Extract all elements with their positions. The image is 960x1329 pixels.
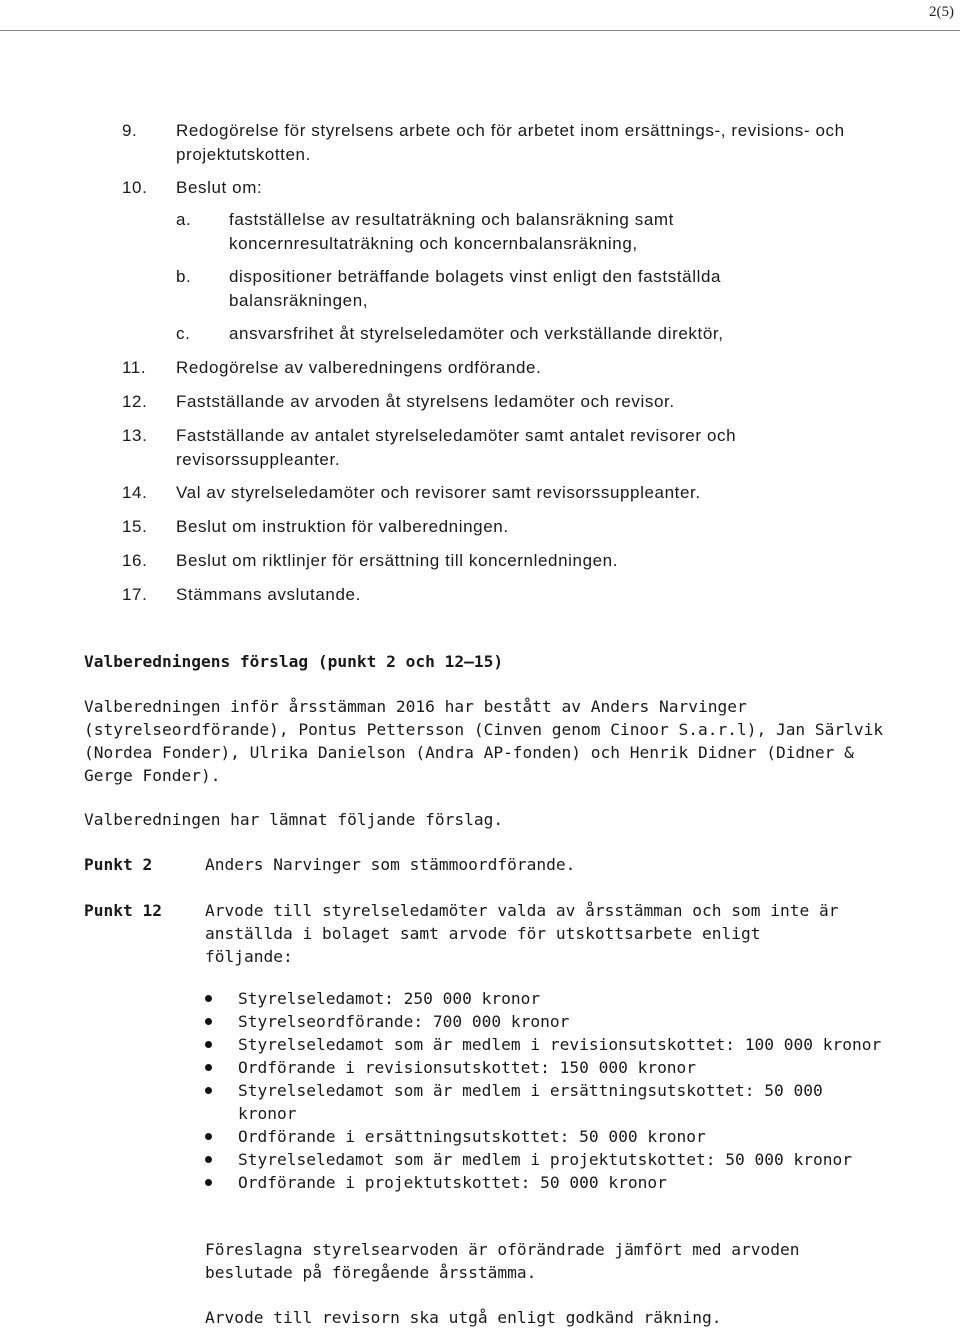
bullet-icon <box>205 1156 212 1163</box>
list-item-text: Ordförande i ersättningsutskottet: 50 000 kronor <box>238 1127 706 1146</box>
list-item <box>205 1125 885 1148</box>
list-item <box>205 1148 885 1171</box>
page-number: 2(5) <box>929 4 954 20</box>
intro-paragraph: Valberedningen inför årsstämman 2016 har bestått av Anders Narvinger (styrelseordförande), Pontus Pettersson (Cinven genom Cinoor S.a.r.l), Jan Särlvik (Nordea Fonder), Ulrika Danielson (Andra AP-fonden) och Henrik Didner (Didner & Gerge Fonder). <box>84 697 884 785</box>
list-item-text: Ordförande i revisionsutskottet: 150 000 kronor <box>238 1058 697 1077</box>
bullet-icon <box>205 1041 212 1048</box>
agenda-number: 17. <box>122 585 148 604</box>
subitem-letter: c. <box>176 324 191 343</box>
list-item-text: Ordförande i projektutskottet: 50 000 kronor <box>238 1173 667 1192</box>
header-divider <box>0 30 960 31</box>
list-item <box>205 1056 885 1079</box>
agenda-number: 14. <box>122 483 148 502</box>
note-paragraph: Arvode till revisorn ska utgå enligt godkänd räkning. <box>205 1308 722 1327</box>
list-item-text: Styrelseledamot: 250 000 kronor <box>238 989 541 1008</box>
list-item-text: Styrelseledamot som är medlem i projektutskottet: 50 000 kronor <box>238 1150 852 1169</box>
bullet-icon <box>205 995 212 1002</box>
punkt-text: Anders Narvinger som stämmoordförande. <box>205 855 576 874</box>
fee-list <box>205 987 885 1194</box>
agenda-number: 9. <box>122 121 138 140</box>
list-item <box>205 987 885 1010</box>
list-item <box>205 1171 885 1194</box>
agenda-number: 16. <box>122 551 148 570</box>
bullet-icon <box>205 1179 212 1186</box>
agenda-text: Redogörelse för styrelsens arbete och för arbetet inom ersättnings-, revisions- och projektutskotten. <box>176 121 845 164</box>
agenda-text: Beslut om instruktion för valberedningen. <box>176 517 509 536</box>
subitem-letter: a. <box>176 210 192 229</box>
subitem-text: fastställelse av resultaträkning och balansräkning samt koncernresultaträkning och koncernbalansräkning, <box>229 210 674 253</box>
list-item <box>205 1010 885 1033</box>
subitem-text: dispositioner beträffande bolagets vinst enligt den fastställda balansräkningen, <box>229 267 722 310</box>
agenda-number: 12. <box>122 392 148 411</box>
agenda-number: 11. <box>122 358 147 377</box>
list-item-text: Styrelseledamot som är medlem i ersättningsutskottet: 50 000 kronor <box>238 1081 823 1123</box>
punkt-label: Punkt 12 <box>84 901 162 920</box>
agenda-text: Redogörelse av valberedningens ordförande. <box>176 358 542 377</box>
list-item <box>205 1079 885 1125</box>
bullet-icon <box>205 1087 212 1094</box>
agenda-text: Fastställande av arvoden åt styrelsens ledamöter och revisor. <box>176 392 675 411</box>
subitem-text: ansvarsfrihet åt styrelseledamöter och verkställande direktör, <box>229 324 724 343</box>
agenda-number: 10. <box>122 178 148 197</box>
list-item <box>205 1033 885 1056</box>
agenda-number: 13. <box>122 426 148 445</box>
subitem-letter: b. <box>176 267 192 286</box>
note-paragraph: Föreslagna styrelsearvoden är oförändrade jämfört med arvoden beslutade på föregående årsstämma. <box>205 1240 800 1282</box>
list-item-text: Styrelseledamot som är medlem i revisionsutskottet: 100 000 kronor <box>238 1035 882 1054</box>
agenda-text: Stämmans avslutande. <box>176 585 361 604</box>
section-heading: Valberedningens förslag (punkt 2 och 12–15) <box>84 652 504 671</box>
bullet-icon <box>205 1133 212 1140</box>
bullet-icon <box>205 1064 212 1071</box>
punkt-text: Arvode till styrelseledamöter valda av årsstämman och som inte är anställda i bolaget samt arvode för utskottsarbete enligt följande: <box>205 901 839 966</box>
agenda-number: 15. <box>122 517 148 536</box>
bullet-icon <box>205 1018 212 1025</box>
agenda-text: Fastställande av antalet styrelseledamöter samt antalet revisorer och revisorssuppleanter. <box>176 426 737 469</box>
list-item-text: Styrelseordförande: 700 000 kronor <box>238 1012 570 1031</box>
agenda-text: Val av styrelseledamöter och revisorer samt revisorssuppleanter. <box>176 483 701 502</box>
punkt-label: Punkt 2 <box>84 855 153 874</box>
agenda-text: Beslut om riktlinjer för ersättning till koncernledningen. <box>176 551 619 570</box>
lead-paragraph: Valberedningen har lämnat följande förslag. <box>84 810 504 829</box>
agenda-text: Beslut om: <box>176 178 263 197</box>
